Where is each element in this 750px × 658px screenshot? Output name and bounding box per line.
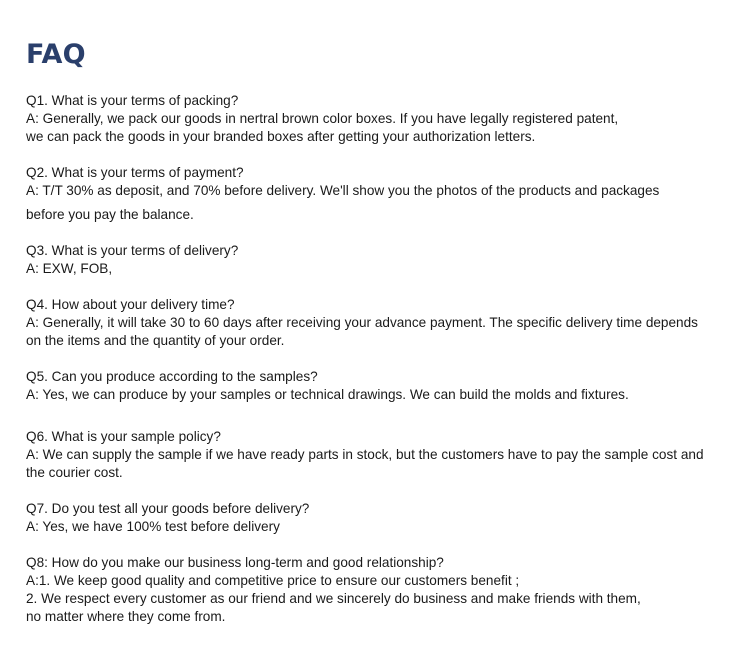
faq-item-7 [26, 500, 744, 536]
faq-question: Q2. What is your terms of payment? [26, 165, 244, 180]
page-title: FAQ [26, 39, 86, 70]
faq-item-8 [26, 554, 744, 626]
faq-question: Q5. Can you produce according to the samples? [26, 369, 318, 384]
faq-item-1 [26, 92, 744, 146]
faq-answer-line: A: Yes, we have 100% test before delivery [26, 519, 280, 534]
faq-answer-line: on the items and the quantity of your order. [26, 333, 285, 348]
faq-answer-line: A: Generally, it will take 30 to 60 days after receiving your advance payment. The specific delivery time depends [26, 315, 698, 330]
faq-item-6 [26, 428, 744, 482]
faq-question: Q3. What is your terms of delivery? [26, 243, 239, 258]
faq-item-2 [26, 164, 744, 224]
faq-answer-line: A: Yes, we can produce by your samples or technical drawings. We can build the molds and fixtures. [26, 387, 629, 402]
faq-question: Q8: How do you make our business long-term and good relationship? [26, 555, 444, 570]
faq-answer-line: no matter where they come from. [26, 609, 226, 624]
faq-question: Q7. Do you test all your goods before delivery? [26, 501, 310, 516]
faq-answer-line: A: Generally, we pack our goods in nertral brown color boxes. If you have legally registered patent, [26, 111, 619, 126]
faq-answer-line: A: EXW, FOB, [26, 261, 113, 276]
faq-question: Q1. What is your terms of packing? [26, 93, 239, 108]
faq-answer-line: before you pay the balance. [26, 207, 194, 222]
faq-item-4 [26, 296, 744, 350]
faq-item-3 [26, 242, 744, 278]
faq-question: Q6. What is your sample policy? [26, 429, 221, 444]
faq-answer-line: A: We can supply the sample if we have ready parts in stock, but the customers have to pay the sample cost and [26, 447, 704, 462]
faq-answer-line: A:1. We keep good quality and competitive price to ensure our customers benefit ; [26, 573, 520, 588]
faq-answer-line: we can pack the goods in your branded boxes after getting your authorization letters. [26, 129, 536, 144]
faq-question: Q4. How about your delivery time? [26, 297, 235, 312]
faq-answer-line: A: T/T 30% as deposit, and 70% before delivery. We'll show you the photos of the products and packages [26, 183, 660, 198]
faq-item-5 [26, 368, 744, 404]
faq-answer-line: the courier cost. [26, 465, 123, 480]
faq-answer-line: 2. We respect every customer as our friend and we sincerely do business and make friends with them, [26, 591, 641, 606]
